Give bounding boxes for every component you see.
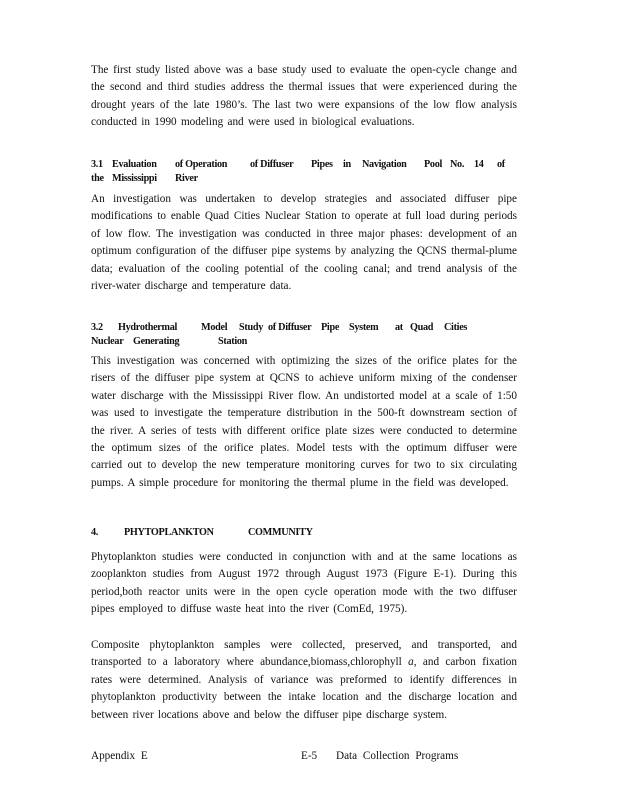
section-4-paragraph-1: Phytoplankton studies were conducted in conjunction with and at the same locations as zooplankton studies from August 1972 through August 1973 (Figure E-1). During this period,both reactor units were in the open cycle operation mode with the two diffuser pipes employed to diffuse waste heat into the river (ComEd, 1975). <box>91 551 517 616</box>
paragraph-text: Composite phytoplankton samples were collected, preserved, and transported, and transported to a laboratory where abundance,biomass,chlorophyll <box>91 639 517 669</box>
heading-word: Quad <box>410 322 434 333</box>
section-4-paragraph-2 <box>91 637 517 724</box>
heading-word: Study <box>239 322 263 333</box>
heading-word: 14 <box>474 159 484 170</box>
heading-word: System <box>349 322 379 333</box>
heading-word: Evaluation <box>112 159 157 170</box>
heading-word: Mississippi <box>112 173 157 184</box>
heading-word: 3.1 <box>91 159 103 170</box>
heading-word: Station <box>218 336 248 347</box>
paragraph-text: , and carbon fixation rates were determined. Analysis of variance was preformed to identify differences in phytoplankton productivity between the intake location and the discharge location and between river locations above and below the diffuser pipe discharge system. <box>91 656 517 721</box>
footer-page-number: E-5 <box>301 750 318 762</box>
heading-word: Pipe <box>321 322 340 333</box>
section-3-2-heading-line-1 <box>91 321 511 335</box>
heading-word: of <box>497 159 505 170</box>
heading-word: 3.2 <box>91 322 103 333</box>
heading-word: Navigation <box>362 159 407 170</box>
footer-appendix-label: Appendix E <box>91 750 148 762</box>
intro-paragraph: The first study listed above was a base study used to evaluate the open-cycle change and the second and third studies address the thermal issues that were experienced during the drought years of the late 1980’s. The last two were expansions of the low flow analysis conducted in 1990 modeling and were used in biological evaluations. <box>91 64 517 129</box>
heading-word: Hydrothermal <box>118 322 178 333</box>
heading-word: Generating <box>133 336 180 347</box>
heading-word: the <box>91 173 104 184</box>
section-3-1-heading-line-2 <box>91 172 511 186</box>
heading-word: 4. <box>91 527 99 538</box>
heading-word: in <box>343 159 351 170</box>
chlorophyll-a-italic: a <box>408 656 414 669</box>
heading-word: No. <box>450 159 465 170</box>
section-3-1-paragraph: An investigation was undertaken to develop strategies and associated diffuser pipe modifications to enable Quad Cities Nuclear Station to operate at full load during periods of low flow. The investigation was conducted in three major phases: development of an optimum configuration of the diffuser pipe systems by analyzing the QCNS thermal-plume data; evaluation of the cooling potential of the cooling canal; and trend analysis of the river-water discharge and temperature data. <box>91 193 517 293</box>
heading-word: COMMUNITY <box>248 527 313 538</box>
section-3-2-heading <box>91 321 511 349</box>
heading-word: of Diffuser <box>268 322 312 333</box>
heading-word: of Operation <box>175 159 228 170</box>
page-footer <box>91 748 521 764</box>
section-4-heading <box>91 526 511 540</box>
heading-word: Pool <box>424 159 443 170</box>
heading-word: of Diffuser <box>250 159 294 170</box>
heading-word: Model <box>201 322 228 333</box>
section-3-1-heading <box>91 158 511 186</box>
heading-word: Nuclear <box>91 336 124 347</box>
heading-word: Cities <box>444 322 468 333</box>
heading-word: River <box>175 173 198 184</box>
section-3-2-heading-line-2 <box>91 335 511 349</box>
heading-word: at <box>395 322 403 333</box>
section-3-1-heading-line-1 <box>91 158 511 172</box>
section-4-heading-line-1 <box>91 526 511 540</box>
footer-section-title: Data Collection Programs <box>336 750 459 762</box>
heading-word: Pipes <box>311 159 333 170</box>
section-3-2-paragraph: This investigation was concerned with optimizing the sizes of the orifice plates for the risers of the diffuser pipe system at QCNS to achieve uniform mixing of the condenser water discharge with the Mississippi River flow. An undistorted model at a scale of 1:50 was used to investigate the temperature distribution in the 500-ft downstream section of the river. A series of tests with different orifice plate sizes were conducted to determine the optimum sizes of the orifice plates. Model tests with the optimum diffuser were carried out to develop the new temperature monitoring curves for two to six circulating pumps. A simple procedure for monitoring the thermal plume in the field was developed. <box>91 355 517 489</box>
heading-word: PHYTOPLANKTON <box>124 527 214 538</box>
